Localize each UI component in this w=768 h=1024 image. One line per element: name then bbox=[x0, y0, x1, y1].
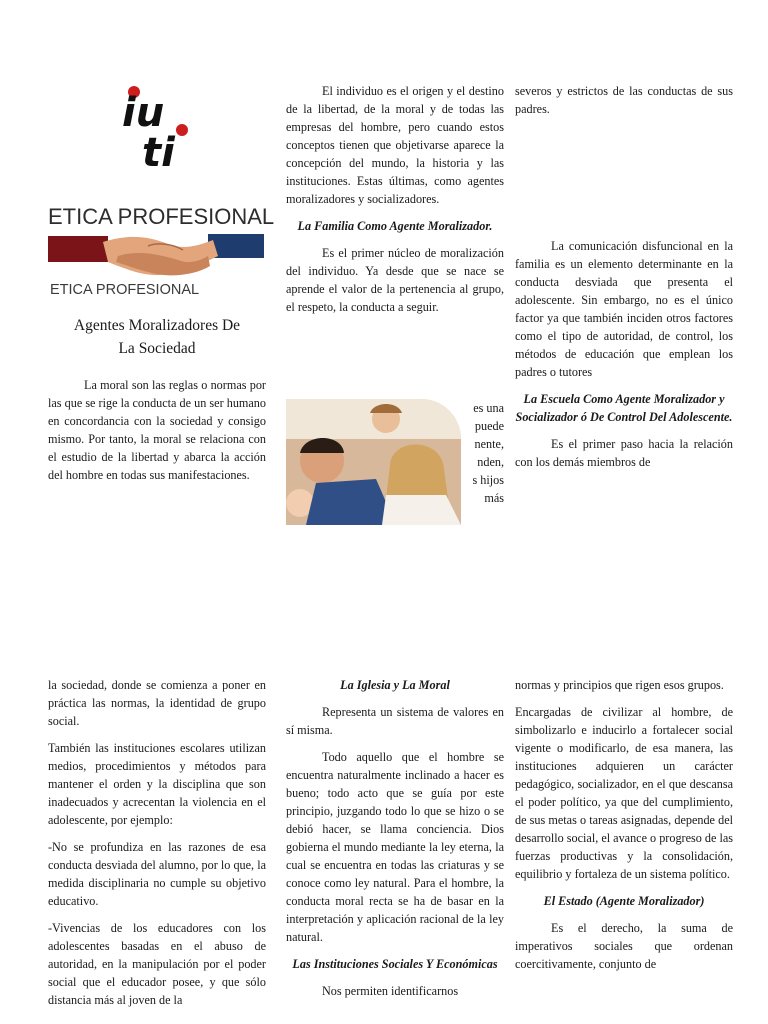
text-fragment: más bbox=[484, 491, 504, 505]
paragraph: Representa un sistema de valores en sí misma. bbox=[286, 705, 504, 737]
text-fragment: nden, bbox=[477, 455, 504, 469]
section-heading: La Familia Como Agente Moralizador. bbox=[297, 219, 493, 233]
handshake-icon bbox=[48, 226, 264, 282]
section-heading: Las Instituciones Sociales Y Económicas bbox=[292, 957, 498, 971]
page1-column3-lower bbox=[515, 237, 733, 480]
paragraph: Nos permiten identificarnos bbox=[322, 984, 459, 998]
section-heading: El Estado (Agente Moralizador) bbox=[543, 894, 705, 908]
paragraph: normas y principios que rigen esos grupos. bbox=[515, 678, 724, 692]
paragraph: Es el primer núcleo de moralización del individuo. Ya desde que se nace se aprende el valor de la pertenencia al grupo, el respeto, la conducta a seguir. bbox=[286, 246, 504, 314]
title-line1: Agentes Moralizadores De bbox=[73, 317, 241, 334]
page1-column3 bbox=[515, 82, 733, 127]
svg-text:ti: ti bbox=[142, 130, 175, 170]
paragraph: la sociedad, donde se comienza a poner en práctica las normas, la identidad de grupo social. bbox=[48, 678, 266, 728]
text-fragment: nente, bbox=[474, 437, 504, 451]
iuti-logo bbox=[120, 84, 200, 170]
etica-profesional-banner bbox=[48, 200, 275, 300]
page2-column2 bbox=[286, 676, 504, 1009]
paragraph: Encargadas de civilizar al hombre, de simbolizarlo e inducirlo a fortalecer social vigente o modificarlo, de esa manera, las instituciones adquieren un carácter pedagógico, socializador, en el que descansa el poder político, ya que del cumplimiento, de sus metas o tareas asignadas, depende del desarrollo social, el avance o progreso de las fuerzas productivas y la consolidación, equilibrio y fortaleza de un sistema político. bbox=[515, 705, 733, 881]
paragraph: Es el primer paso hacia la relación con los demás miembros de bbox=[515, 437, 733, 469]
section-heading: La Escuela Como Agente Moralizador y Socializador ó De Control Del Adolescente. bbox=[515, 392, 733, 424]
family-photo bbox=[286, 399, 461, 525]
paragraph: -Vivencias de los educadores con los adolescentes basadas en el abuso de autoridad, en la manipulación por el poder social que el educador posee, y que sólo distancia más al joven de la bbox=[48, 921, 266, 1007]
svg-text:iu: iu bbox=[122, 90, 165, 136]
page1-column1 bbox=[48, 314, 266, 493]
paragraph: La comunicación disfuncional en la familia es un elemento determinante en la conducta desviada que presenta el adolescente. Sin embargo, no es el único factor ya que también inciden otros factores como el tipo de autoridad, de control, los métodos de educación que emplean los padres o tutores bbox=[515, 239, 733, 379]
page1-column2 bbox=[286, 82, 504, 325]
title-line2: La Sociedad bbox=[118, 340, 196, 357]
paragraph: -No se profundiza en las razones de esa conducta desviada del alumno, por lo que, la medida disciplinaria no cumple su objetivo educativo. bbox=[48, 840, 266, 908]
paragraph: El individuo es el origen y el destino de la libertad, de la moral y de todas las empresas del hombre, pero cuando estos conceptos tienen que objetivarse aparece la concepción del mundo, la historia y las instituciones. Estas últimas, como agentes moralizadores y socializadores. bbox=[286, 84, 504, 206]
paragraph: Es el derecho, la suma de imperativos sociales que ordenan coercitivamente, conjunto de bbox=[515, 921, 733, 971]
document-title bbox=[48, 314, 266, 360]
page2-column3 bbox=[515, 676, 733, 982]
section-heading: La Iglesia y La Moral bbox=[340, 678, 450, 692]
paragraph: Todo aquello que el hombre se encuentra naturalmente inclinado a hacer es bueno; todo acto que se guía por este principio, juzgando todo lo que se hizo o se debió hacer, se llama conciencia. Dios gobierna el mundo mediante la ley eterna, la cual se encuentra en todas las criaturas y se conoce como ley natural. Para el hombre, la conducta moral recta se ha de basar en la interpretación y aplicación racional de la ley natural. bbox=[286, 750, 504, 944]
family-image bbox=[286, 399, 461, 525]
banner-subtitle: ETICA PROFESIONAL bbox=[50, 282, 200, 298]
text-fragment: s hijos bbox=[472, 473, 504, 487]
text-fragment: es una bbox=[473, 401, 504, 415]
banner-title: ETICA PROFESIONAL bbox=[48, 204, 275, 229]
paragraph: La moral son las reglas o normas por las que se rige la conducta de un ser humano en concordancia con la sociedad y consigo mismo. Por tanto, la moral se relaciona con el estudio de la libertad y abarca la acción del hombre en todas sus manifestaciones. bbox=[48, 378, 266, 482]
page2-column1 bbox=[48, 676, 266, 1018]
paragraph: severos y estrictos de las conductas de sus padres. bbox=[515, 84, 733, 116]
paragraph: También las instituciones escolares utilizan medios, procedimientos y métodos para mantener el orden y la disciplina que son inadecuados y acrecentan la violencia en el adolescente, por ejemplo: bbox=[48, 741, 266, 827]
text-fragment: puede bbox=[474, 419, 504, 433]
